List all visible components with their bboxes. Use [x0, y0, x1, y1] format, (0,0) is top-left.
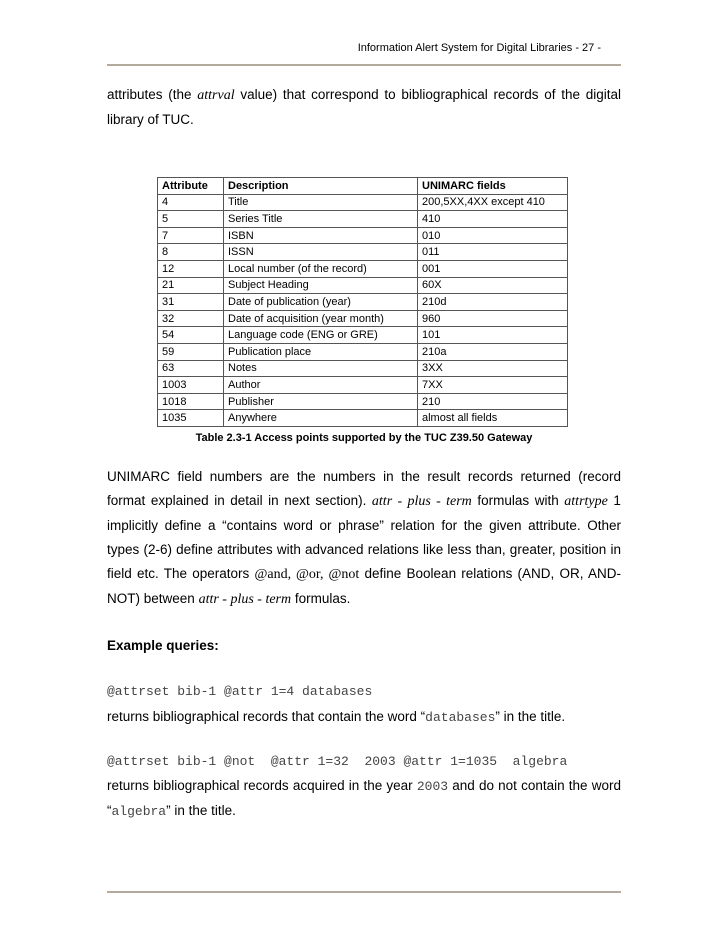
column-header-description: Description [224, 178, 418, 195]
attribute-cell: 5 [158, 211, 224, 228]
intro-variable: attrval [197, 88, 235, 103]
running-header: Information Alert System for Digital Libraries - 27 - [357, 42, 601, 54]
description-cell: Anywhere [224, 410, 418, 427]
table-row [158, 393, 568, 410]
para-text-2: formulas with [477, 493, 559, 508]
attribute-cell: 21 [158, 277, 224, 294]
para-text-4: define Boolean relations (AND, OR, AND-NOT) between [107, 566, 621, 606]
footer-rule [107, 891, 621, 893]
intro-text-2: value) that correspond to bibliographical records of the digital library of TUC. [107, 87, 621, 127]
description-cell: Publisher [224, 393, 418, 410]
desc2-year: 2003 [416, 779, 449, 794]
para-variable-1: attr - plus - term [371, 494, 472, 509]
table-row [158, 377, 568, 394]
example-query-2: @attrset bib-1 @not @attr 1=32 2003 @attr 1=1035 algebra [107, 754, 568, 769]
unimarc-cell: 011 [418, 244, 568, 261]
table-header-row [158, 178, 568, 195]
description-cell: Publication place [224, 343, 418, 360]
para-variable-3: attr - plus - term [198, 592, 292, 607]
para-text-3: 1 implicitly define a “contains word or phrase” relation for the given attribute. Other types (2-6) define attributes with advanced relations like less than, greater, position in field etc. The operators [107, 493, 621, 581]
desc1-text-1: returns bibliographical records that contain the word “ [107, 709, 426, 724]
unimarc-cell: 7XX [418, 377, 568, 394]
attribute-cell: 4 [158, 194, 224, 211]
example-description-1 [107, 705, 621, 730]
column-header-attribute: Attribute [158, 178, 224, 195]
desc2-text-1: returns bibliographical records acquired in the year [107, 778, 413, 793]
para-text-5: formulas. [294, 591, 351, 606]
unimarc-cell: 3XX [418, 360, 568, 377]
access-points-table [157, 177, 568, 427]
column-header-unimarc: UNIMARC fields [418, 178, 568, 195]
description-cell: Author [224, 377, 418, 394]
table-row [158, 310, 568, 327]
attribute-cell: 8 [158, 244, 224, 261]
unimarc-cell: 010 [418, 227, 568, 244]
table-row [158, 360, 568, 377]
description-cell: Language code (ENG or GRE) [224, 327, 418, 344]
description-cell: Date of publication (year) [224, 294, 418, 311]
table-row [158, 211, 568, 228]
desc2-open-quote: “ [107, 803, 112, 818]
unimarc-cell: 200,5XX,4XX except 410 [418, 194, 568, 211]
attribute-cell: 1018 [158, 393, 224, 410]
attribute-cell: 32 [158, 310, 224, 327]
para-variable-2: attrtype [564, 494, 608, 509]
desc2-text-3: ” in the title. [166, 803, 236, 818]
description-cell: ISSN [224, 244, 418, 261]
unimarc-cell: 210 [418, 393, 568, 410]
unimarc-cell: 210a [418, 343, 568, 360]
table-caption: Table 2.3-1 Access points supported by the TUC Z39.50 Gateway [195, 432, 533, 444]
attribute-cell: 63 [158, 360, 224, 377]
description-cell: Notes [224, 360, 418, 377]
description-cell: Title [224, 194, 418, 211]
example-query-1: @attrset bib-1 @attr 1=4 databases [107, 684, 373, 699]
description-cell: ISBN [224, 227, 418, 244]
description-cell: Series Title [224, 211, 418, 228]
unimarc-paragraph [107, 465, 621, 612]
table-row [158, 244, 568, 261]
table-row [158, 194, 568, 211]
example-description-2 [107, 774, 621, 824]
description-cell: Date of acquisition (year month) [224, 310, 418, 327]
table-row [158, 260, 568, 277]
unimarc-cell: 001 [418, 260, 568, 277]
attribute-cell: 7 [158, 227, 224, 244]
attribute-cell: 1035 [158, 410, 224, 427]
description-cell: Local number (of the record) [224, 260, 418, 277]
description-cell: Subject Heading [224, 277, 418, 294]
attribute-cell: 1003 [158, 377, 224, 394]
table-row [158, 294, 568, 311]
unimarc-cell: almost all fields [418, 410, 568, 427]
unimarc-cell: 210d [418, 294, 568, 311]
intro-text-1: attributes (the [107, 87, 192, 102]
header-rule [107, 64, 621, 66]
table-row [158, 277, 568, 294]
para-text-1: UNIMARC field numbers are the numbers in the result records returned (record format explained in detail in next section). [107, 469, 621, 508]
para-operators: @and, @or, @not [254, 567, 360, 582]
unimarc-cell: 410 [418, 211, 568, 228]
attribute-cell: 12 [158, 260, 224, 277]
desc2-text-2: and do not contain the word [452, 778, 621, 793]
desc1-text-2: ” in the title. [495, 709, 566, 724]
unimarc-cell: 60X [418, 277, 568, 294]
attribute-cell: 31 [158, 294, 224, 311]
attribute-cell: 59 [158, 343, 224, 360]
unimarc-cell: 960 [418, 310, 568, 327]
desc1-keyword: databases [425, 710, 496, 725]
table-row [158, 343, 568, 360]
table-row [158, 327, 568, 344]
example-queries-heading: Example queries: [107, 638, 219, 653]
attribute-cell: 54 [158, 327, 224, 344]
table-row [158, 227, 568, 244]
intro-paragraph [107, 83, 621, 132]
table-row [158, 410, 568, 427]
desc2-keyword: algebra [111, 804, 167, 819]
unimarc-cell: 101 [418, 327, 568, 344]
